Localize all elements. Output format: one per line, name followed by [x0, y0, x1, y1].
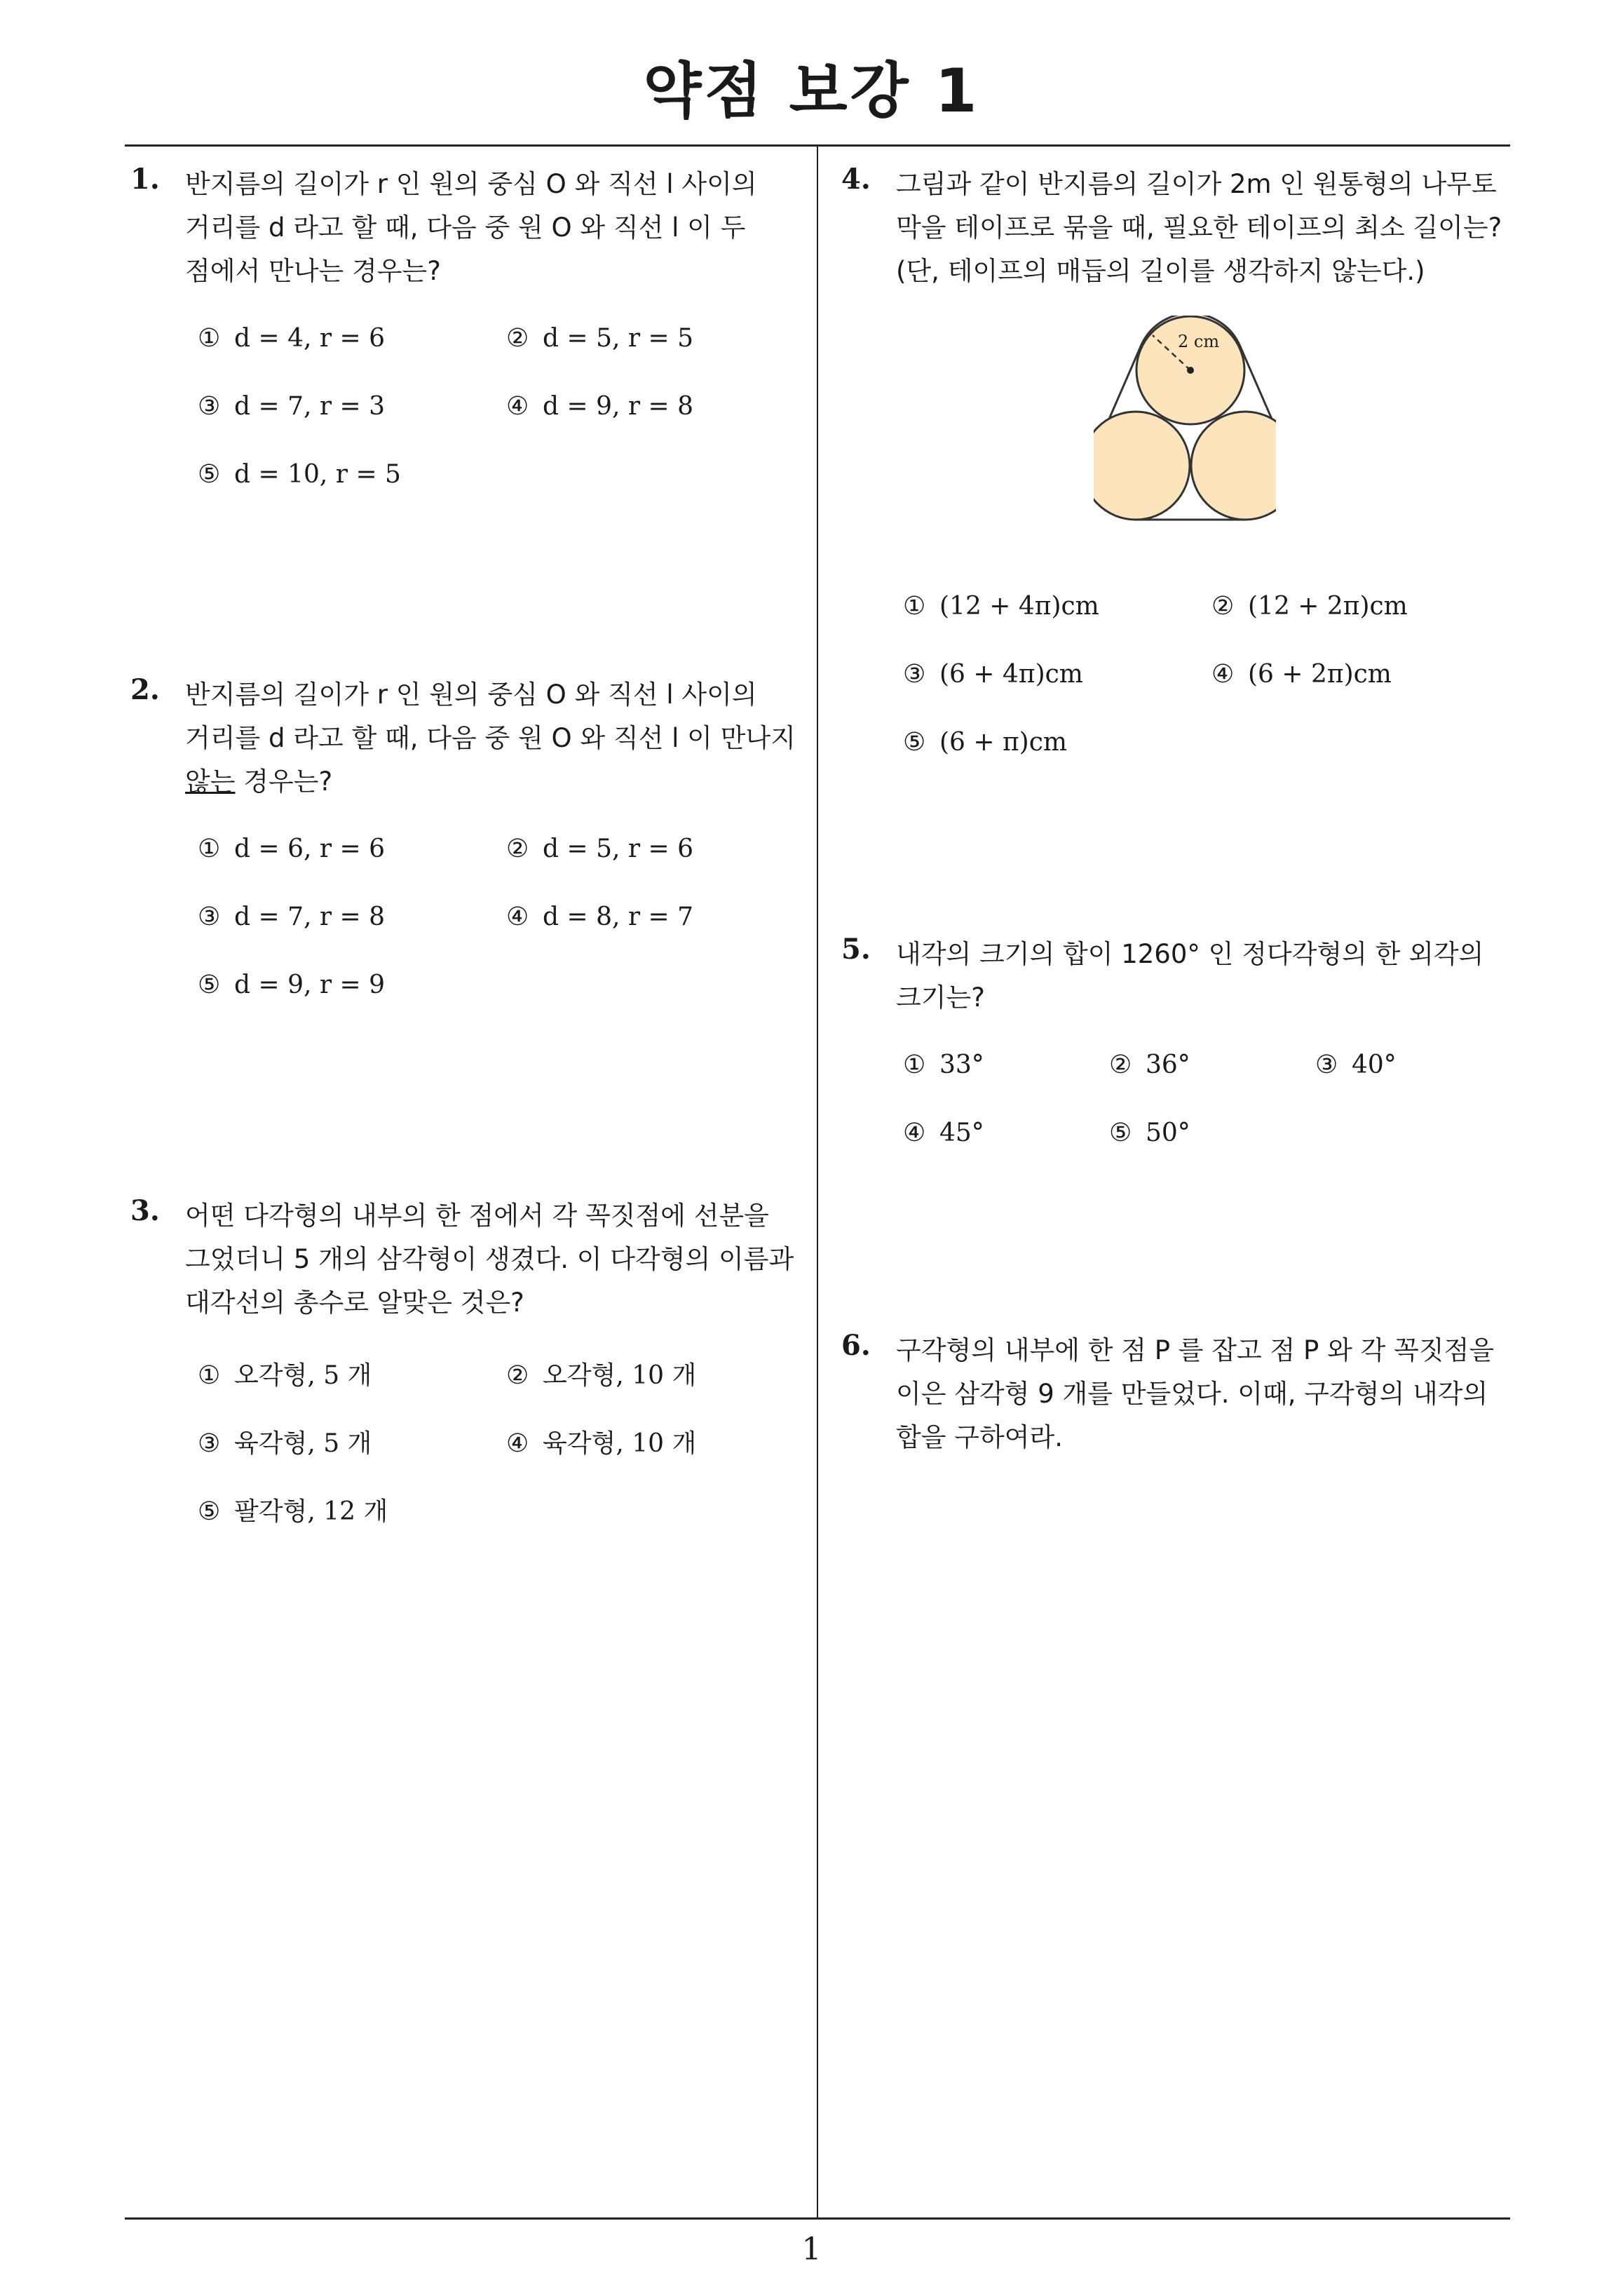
choice-5[interactable]: ⑤ d = 9, r = 9: [198, 971, 386, 999]
answer-choices: [198, 324, 803, 527]
problem-text-line: 거리를 d 라고 할 때, 다음 중 원 O 와 직선 l 이 만나지: [185, 723, 796, 753]
problem-number: 5.: [841, 933, 871, 966]
three-logs-tape-figure: [1094, 316, 1276, 526]
choice-3[interactable]: ③ 40°: [1315, 1051, 1397, 1079]
problem-text: [896, 933, 1514, 1020]
problem-text-line: 그었더니 5 개의 삼각형이 생겼다. 이 다각형의 이름과: [185, 1244, 794, 1274]
radius-label: 2 cm: [1178, 332, 1220, 351]
choice-1[interactable]: ① d = 6, r = 6: [198, 835, 386, 863]
choice-4[interactable]: ④ d = 9, r = 8: [506, 392, 694, 421]
problem-text-line: 크기는?: [896, 982, 985, 1013]
choice-4[interactable]: ④ (6 + 2π)cm: [1211, 660, 1392, 689]
problem-text-line: 않는 경우는?: [185, 767, 333, 797]
answer-choices: [198, 835, 803, 1038]
problem-text-line: 반지름의 길이가 r 인 원의 중심 O 와 직선 l 사이의: [185, 169, 757, 199]
problem-text-line: 점에서 만나는 경우는?: [185, 256, 441, 286]
log-bottom-left: [1094, 412, 1190, 520]
problem-number: 1.: [130, 163, 160, 196]
answer-choices: [903, 592, 1514, 795]
underlined-word: 않는: [185, 767, 236, 797]
problem-6: [841, 1329, 1514, 1459]
choice-2[interactable]: ② d = 5, r = 5: [506, 324, 694, 353]
choice-4[interactable]: ④ 45°: [903, 1119, 984, 1147]
choice-3[interactable]: ③ 육각형, 5 개: [198, 1429, 372, 1458]
choice-3[interactable]: ③ d = 7, r = 8: [198, 903, 386, 931]
choice-2[interactable]: ② 36°: [1109, 1051, 1190, 1079]
choice-1[interactable]: ① d = 4, r = 6: [198, 324, 386, 353]
answer-choices: [198, 1356, 803, 1559]
problem-5: [841, 933, 1514, 1191]
problem-text-line: 내각의 크기의 합이 1260° 인 정다각형의 한 외각의: [896, 939, 1484, 969]
problem-text: [185, 673, 803, 804]
problem-text-line: 반지름의 길이가 r 인 원의 중심 O 와 직선 l 사이의: [185, 680, 757, 710]
choice-1[interactable]: ① 오각형, 5 개: [198, 1361, 372, 1390]
problem-text: [185, 1194, 803, 1325]
problem-2: [130, 673, 803, 1038]
log-bottom-right: [1191, 412, 1276, 520]
problem-text: [896, 1329, 1514, 1459]
problem-number: 6.: [841, 1329, 871, 1362]
choice-1[interactable]: ① 33°: [903, 1051, 984, 1079]
choice-5[interactable]: ⑤ d = 10, r = 5: [198, 460, 401, 489]
problem-3: [130, 1194, 803, 1559]
choice-1[interactable]: ① (12 + 4π)cm: [903, 592, 1099, 621]
choice-5[interactable]: ⑤ 팔각형, 12 개: [198, 1497, 388, 1526]
problem-text-line: 거리를 d 라고 할 때, 다음 중 원 O 와 직선 l 이 두: [185, 212, 746, 243]
problem-4: [841, 163, 1514, 293]
choice-2[interactable]: ② 오각형, 10 개: [506, 1361, 697, 1390]
problem-4-choices: [841, 558, 1514, 795]
problem-text-line: 이은 삼각형 9 개를 만들었다. 이때, 구각형의 내각의: [896, 1379, 1488, 1409]
problem-text-line: 막을 테이프로 묶을 때, 필요한 테이프의 최소 길이는?: [896, 212, 1502, 243]
answer-choices: [903, 1051, 1514, 1191]
problem-text-line: 어떤 다각형의 내부의 한 점에서 각 꼭짓점에 선분을: [185, 1201, 769, 1231]
choice-3[interactable]: ③ (6 + 4π)cm: [903, 660, 1083, 689]
page-number: 1: [801, 2231, 822, 2267]
problem-number: 3.: [130, 1194, 160, 1227]
choice-2[interactable]: ② (12 + 2π)cm: [1211, 592, 1408, 621]
problem-text: [896, 163, 1514, 293]
problem-text-line: (단, 테이프의 매듭의 길이를 생각하지 않는다.): [896, 256, 1425, 286]
problem-number: 4.: [841, 163, 871, 196]
choice-2[interactable]: ② d = 5, r = 6: [506, 835, 694, 863]
problem-number: 2.: [130, 673, 160, 706]
center-dot: [1187, 367, 1194, 374]
page-title: 약점 보강 1: [643, 56, 980, 126]
problem-text-line: 구각형의 내부에 한 점 P 를 잡고 점 P 와 각 꼭짓점을: [896, 1335, 1495, 1365]
problem-text-line: 합을 구하여라.: [896, 1422, 1063, 1452]
choice-4[interactable]: ④ 육각형, 10 개: [506, 1429, 697, 1458]
choice-5[interactable]: ⑤ 50°: [1109, 1119, 1190, 1147]
column-divider: [817, 146, 818, 2219]
problem-text-line: 그림과 같이 반지름의 길이가 2m 인 원통형의 나무토: [896, 169, 1497, 199]
choice-3[interactable]: ③ d = 7, r = 3: [198, 392, 386, 421]
choice-4[interactable]: ④ d = 8, r = 7: [506, 903, 694, 931]
choice-5[interactable]: ⑤ (6 + π)cm: [903, 728, 1068, 757]
problem-text-line: 대각선의 총수로 알맞은 것은?: [185, 1288, 524, 1318]
problem-1: [130, 163, 803, 527]
footer-rule: [125, 2217, 1510, 2220]
problem-text: [185, 163, 803, 293]
